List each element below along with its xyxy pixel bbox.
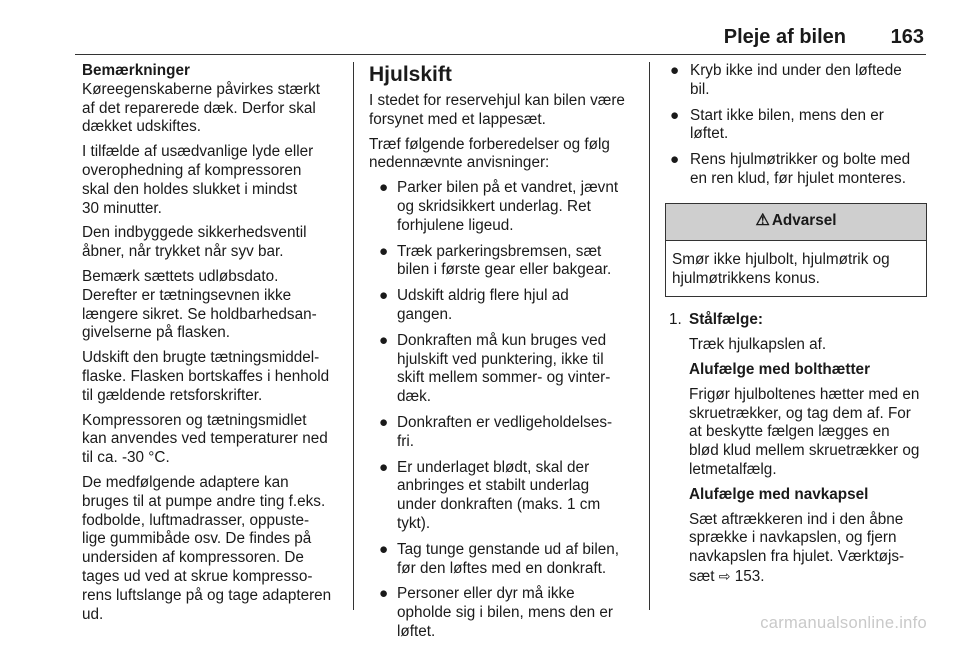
page-header (75, 26, 926, 55)
column-divider (649, 62, 650, 610)
list-item: ● Kryb ikke ind under den løftede bil. (670, 62, 902, 98)
page-number: 163 (890, 26, 924, 48)
bullet-list (665, 62, 927, 189)
bullet-icon: ● (670, 151, 680, 169)
bullet-icon: ● (670, 62, 680, 79)
bullet-icon: ● (379, 585, 389, 603)
subheading: Alufælge med navkapsel (689, 485, 869, 503)
bullet-icon: ● (379, 242, 389, 260)
bullet-icon: ● (379, 179, 389, 197)
page-reference-arrow-icon: ⇨ (718, 567, 731, 584)
list-item: ● Træk parkeringsbremsen, sæt bilen i første gear eller bakgear. (379, 242, 612, 279)
paragraph: Den indbyggede sikkerhedsventil åbner, når trykket når syv bar. (82, 224, 307, 261)
list-item: ● Personer eller dyr må ikke opholde sig i bilen, mens den er løftet. (379, 585, 613, 640)
list-item: ● Donkraften må kun bruges ved hjulskift ved punktering, ikke til skift mellem sommer- og vinter- dæk. (379, 331, 611, 406)
paragraph: Træk hjulkapslen af. (689, 336, 827, 354)
paragraph: Køreegenskaberne påvirkes stærkt af det reparerede dæk. Derfor skal dækket udskiftes. (82, 80, 321, 136)
paragraph: Sæt aftrækkeren ind i den åbne sprække i navkapslen, og fjern navkapslen fra hjulet. Værktøjs- sæt ⇨ 153. (689, 510, 905, 585)
notes-heading: Bemærkninger (82, 62, 190, 79)
paragraph: Udskift den brugte tætningsmiddel- flaske. Flasken bortskaffes i henhold til gældende retsforskrifter. (82, 349, 330, 404)
list-item: ● Udskift aldrig flere hjul ad gangen. (379, 287, 569, 323)
column-middle (369, 62, 637, 649)
section-title: Hjulskift (369, 63, 452, 86)
bullet-icon: ● (379, 458, 389, 476)
warning-title: Advarsel (771, 212, 837, 230)
warning-triangle-icon: ⚠ (755, 212, 770, 230)
warning-header (666, 204, 926, 241)
bullet-list (369, 179, 637, 642)
column-left (82, 62, 344, 630)
list-item: ● Donkraften er vedligeholdelses- fri. (379, 413, 613, 450)
page-reference[interactable]: 153. (730, 567, 765, 585)
paragraph: I tilfælde af usædvanlige lyde eller overophedning af kompressoren skal den holdes slukket i mindst 30 minutter. (82, 143, 314, 217)
warning-box (665, 203, 927, 298)
subheading: Alufælge med bolthætter (689, 360, 871, 378)
bullet-icon: ● (670, 106, 680, 124)
column-right (665, 62, 927, 593)
bullet-icon: ● (379, 413, 389, 431)
list-item: ● Start ikke bilen, mens den er løftet. (670, 106, 884, 143)
paragraph: I stedet for reservehjul kan bilen være forsynet med et lappesæt. (369, 92, 625, 128)
paragraph: Frigør hjulboltenes hætter med en skruetrækker, og tag dem af. For at beskytte fælgen lægges en blød klud mellem skruetrækker og letmetalfælg. (689, 385, 920, 478)
page-title: Pleje af bilen (723, 26, 846, 48)
bullet-icon: ● (379, 331, 389, 349)
step-1 (665, 311, 927, 586)
paragraph: Træf følgende forberedelser og følg nedennævnte anvisninger: (369, 135, 610, 172)
step-number: 1. (669, 311, 682, 329)
list-item: ● Parker bilen på et vandret, jævnt og skridsikkert underlag. Ret forhjulene ligeud. (379, 179, 619, 234)
list-item: ● Tag tunge genstande ud af bilen, før den løftes med en donkraft. (379, 540, 619, 577)
bullet-icon: ● (379, 287, 389, 305)
watermark: carmanualsonline.info (760, 614, 927, 632)
column-divider (353, 62, 354, 610)
paragraph: Kompressoren og tætningsmidlet kan anvendes ved temperaturer ned til ca. -30 °C. (82, 411, 328, 467)
warning-text: Smør ikke hjulbolt, hjulmøtrik og hjulmøtrikkens konus. (672, 250, 890, 287)
bullet-icon: ● (379, 540, 389, 558)
paragraph: Bemærk sættets udløbsdato. Derefter er tætningsevnen ikke længere sikret. Se holdbarhedsan- givelserne på flasken. (82, 267, 317, 342)
list-item: ● Er underlaget blødt, skal der anbringes et stabilt underlag under donkraften (maks. 1 cm tykt). (379, 458, 601, 532)
paragraph: De medfølgende adaptere kan bruges til at pumpe andre ting f.eks. fodbolde, luftmadrasser, oppuste- lige gummibåde osv. De findes på undersiden af kompressoren. De tages ud ved at skrue kompresso- rens luftslange på og tage adapteren ud. (82, 473, 332, 623)
step-heading: Stålfælge: (689, 311, 763, 329)
list-item: ● Rens hjulmøtrikker og bolte med en ren klud, før hjulet monteres. (670, 151, 911, 187)
